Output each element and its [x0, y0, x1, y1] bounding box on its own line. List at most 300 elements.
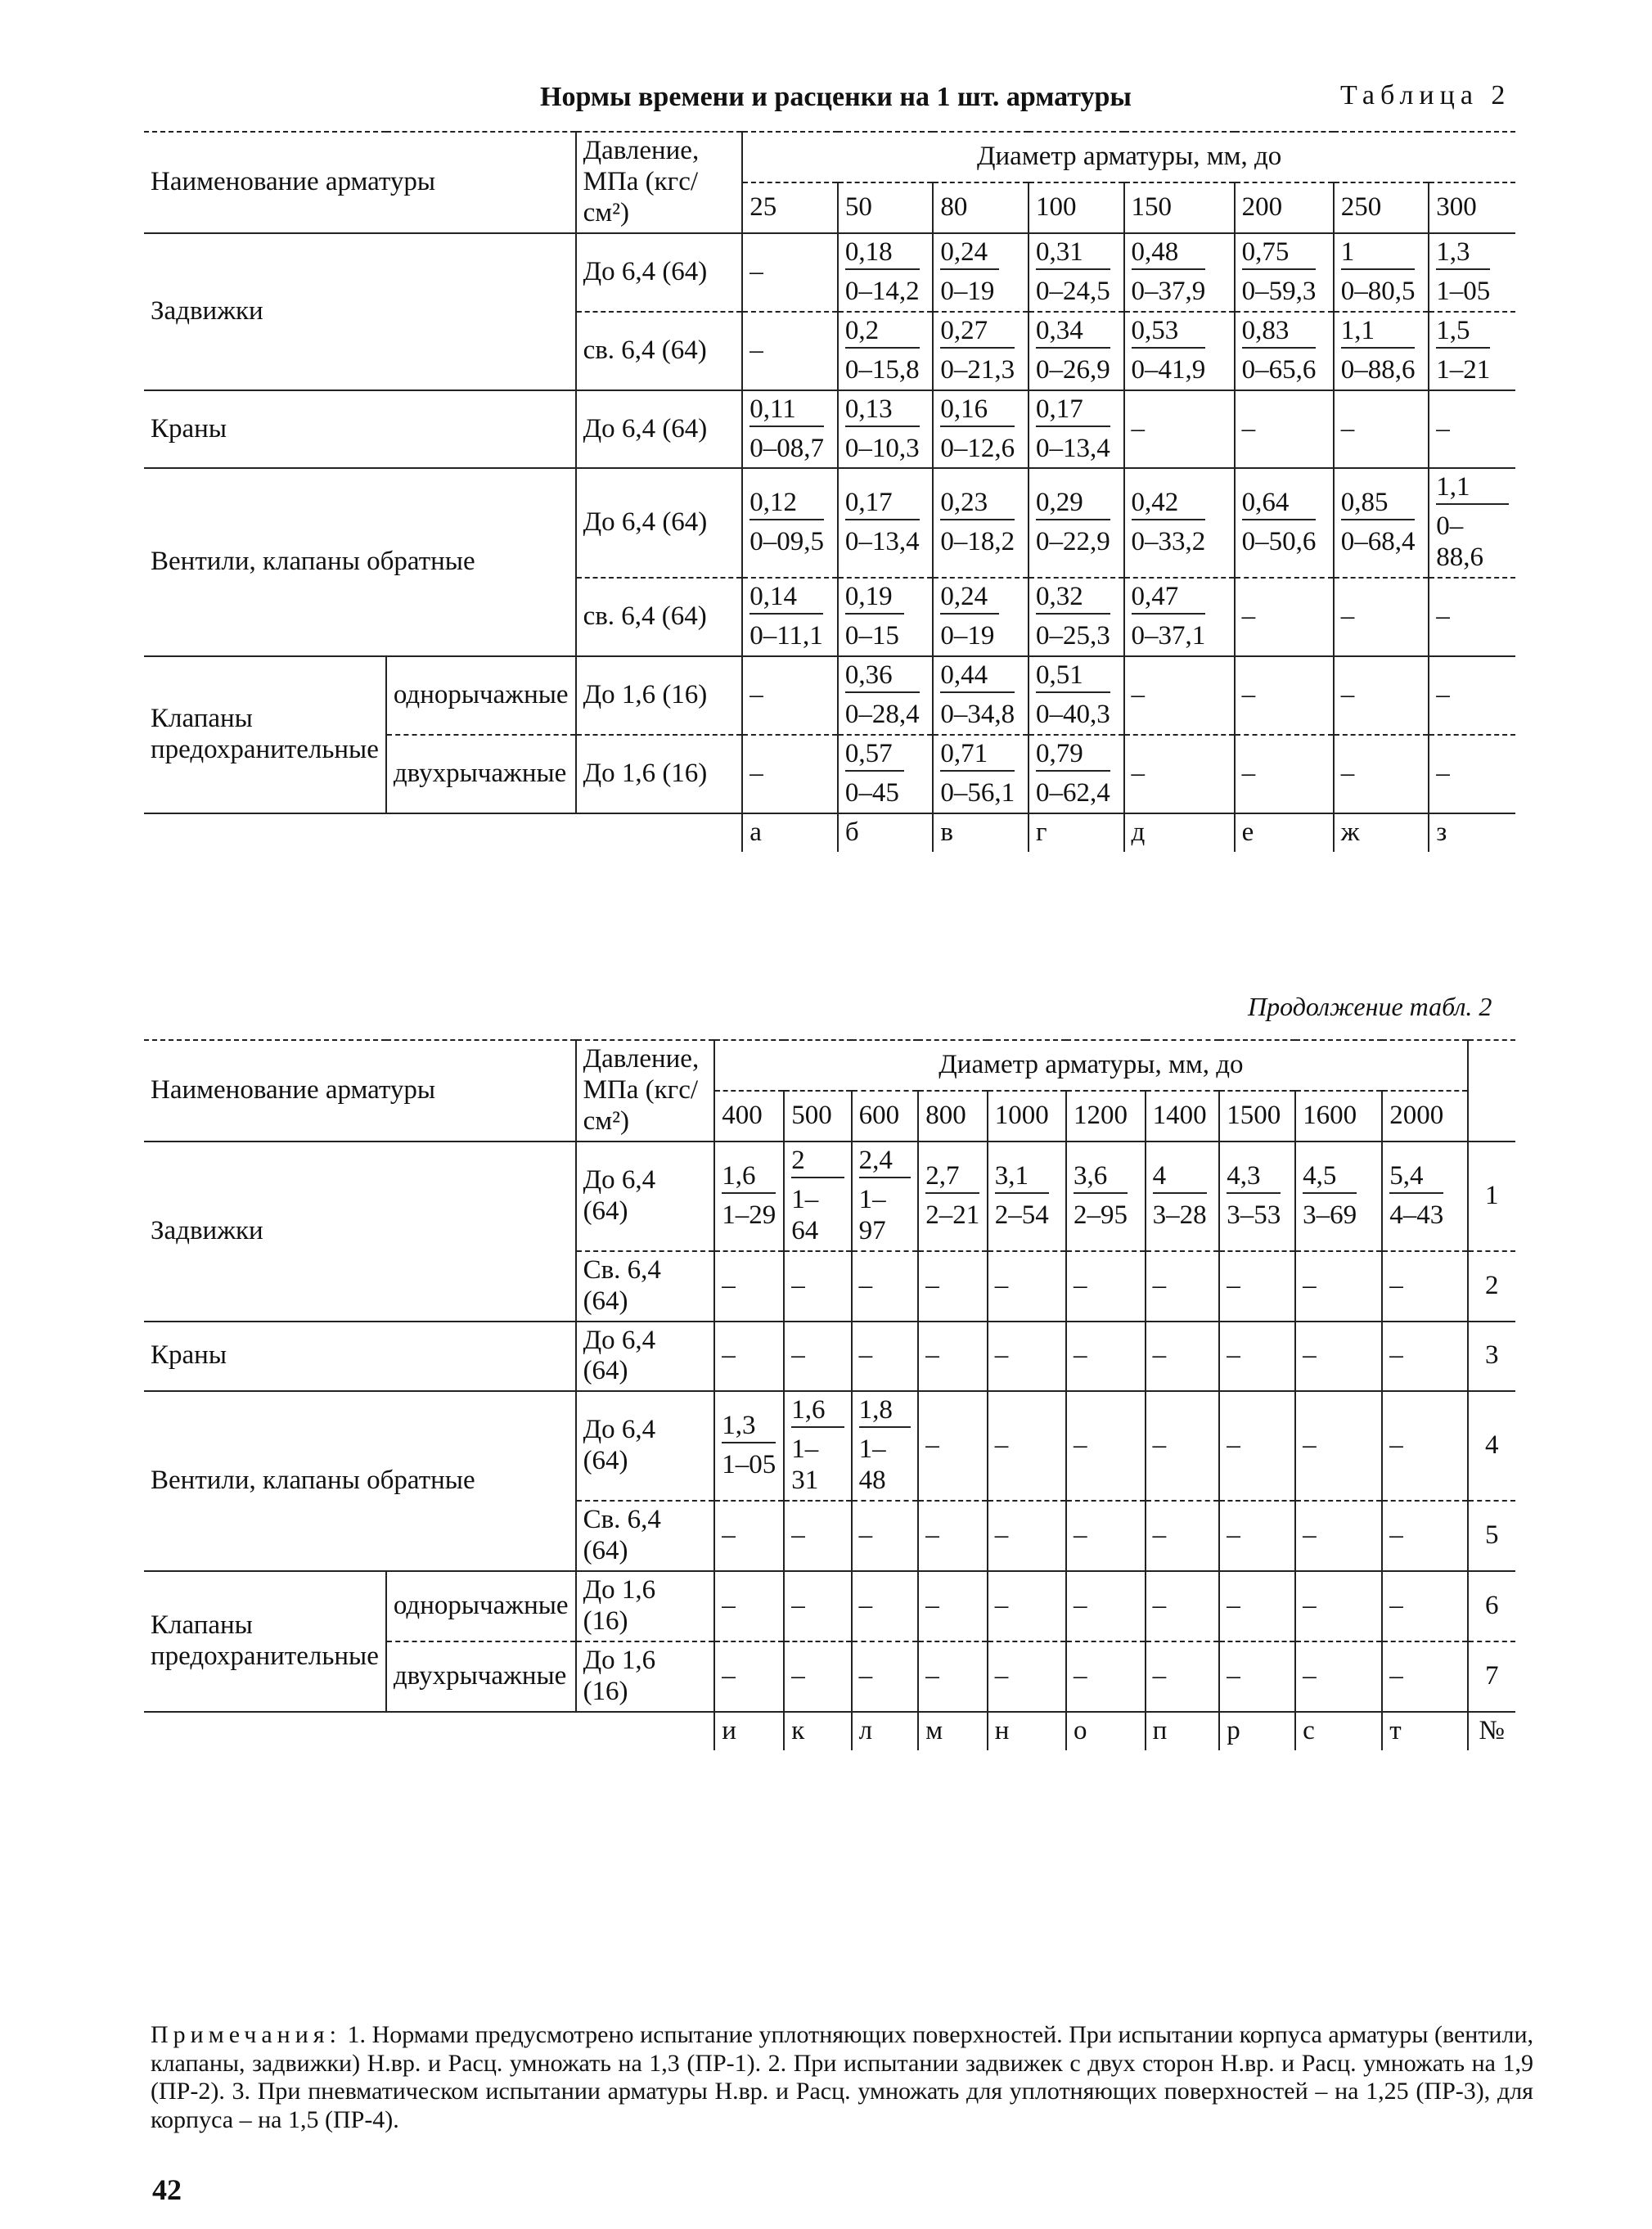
- diameter-600: 600: [852, 1091, 919, 1142]
- table-row: [144, 1391, 1515, 1501]
- diameter-2000: 2000: [1382, 1091, 1467, 1142]
- rate-value: 1–05: [722, 1450, 776, 1480]
- table-cell: [784, 1641, 851, 1712]
- dash-value: –: [1389, 1270, 1403, 1300]
- row-pressure: До 6,4 (64): [576, 233, 743, 312]
- norm-fraction: [749, 394, 824, 465]
- table-row: [144, 468, 1515, 578]
- diameter-150: 150: [1124, 182, 1235, 233]
- column-letter: б: [838, 813, 934, 852]
- dash-value: –: [1073, 1430, 1087, 1461]
- dash-value: –: [1389, 1340, 1403, 1371]
- dash-value: –: [1241, 758, 1256, 788]
- table-cell: [852, 1251, 919, 1322]
- time-norm: 4: [1153, 1161, 1207, 1194]
- table-cell: [933, 578, 1029, 656]
- rate-value: 0–24,5: [1035, 276, 1110, 306]
- table-cell: [1029, 656, 1124, 735]
- time-norm: 1,6: [722, 1161, 776, 1194]
- table-cell: [784, 1322, 851, 1392]
- column-letter: ж: [1334, 813, 1429, 852]
- header-diameter: Диаметр арматуры, мм, до: [714, 1040, 1467, 1091]
- row-number: 3: [1468, 1322, 1515, 1392]
- notes-lead: Примечания:: [151, 2021, 341, 2048]
- table-cell: [852, 1322, 919, 1392]
- diameter-1500: 1500: [1219, 1091, 1295, 1142]
- time-norm: 4,5: [1303, 1161, 1357, 1194]
- time-norm: 0,19: [845, 582, 904, 615]
- row-pressure: Св. 6,4 (64): [576, 1251, 715, 1322]
- time-norm: 4,3: [1227, 1161, 1281, 1194]
- time-norm: 0,13: [845, 394, 920, 427]
- norm-fraction: [1436, 472, 1509, 574]
- time-norm: 2,7: [925, 1161, 979, 1194]
- table-cell: [933, 656, 1029, 735]
- diameter-500: 500: [784, 1091, 851, 1142]
- norm-fraction: [845, 739, 904, 809]
- time-norm: 0,44: [940, 660, 1015, 693]
- norm-fraction: [1036, 488, 1110, 558]
- table-cell: [852, 1571, 919, 1641]
- table-cell: [1066, 1322, 1146, 1392]
- norms-table-2: [144, 1039, 1515, 1750]
- dash-value: –: [858, 1520, 873, 1551]
- time-norm: 0,24: [940, 582, 999, 615]
- rate-value: 0–21,3: [940, 354, 1015, 385]
- column-letters: [144, 1712, 1515, 1750]
- time-norm: 0,42: [1132, 488, 1206, 520]
- table-cell: [1334, 656, 1429, 735]
- norm-fraction: [845, 237, 920, 308]
- dash-value: –: [1303, 1520, 1317, 1551]
- column-letter: т: [1382, 1712, 1467, 1750]
- dash-value: –: [1340, 758, 1355, 788]
- dash-value: –: [1303, 1660, 1317, 1691]
- row-group-name: Вентили, клапаны обратные: [144, 1391, 576, 1571]
- rate-value: 0–37,1: [1131, 621, 1206, 651]
- table-cell: [1334, 233, 1429, 312]
- table-cell: [1029, 233, 1124, 312]
- time-norm: 3,6: [1074, 1161, 1128, 1194]
- column-letter: в: [933, 813, 1029, 852]
- row-group-name: Клапаны предохранительные: [144, 656, 386, 813]
- table-cell: [1066, 1641, 1146, 1712]
- time-norm: 0,18: [845, 237, 920, 270]
- time-norm: 0,14: [749, 582, 823, 615]
- diameter-800: 800: [918, 1091, 988, 1142]
- table-cell: [988, 1571, 1066, 1641]
- diameter-300: 300: [1429, 182, 1515, 233]
- diameter-80: 80: [933, 182, 1029, 233]
- norm-fraction: [1132, 316, 1206, 386]
- rate-value: 0–26,9: [1035, 354, 1110, 385]
- time-norm: 2,4: [859, 1146, 912, 1178]
- table-cell: [933, 312, 1029, 390]
- table-cell: [838, 656, 934, 735]
- time-norm: 1,3: [722, 1411, 776, 1443]
- norm-fraction: [1074, 1161, 1128, 1232]
- time-norm: 0,17: [845, 488, 920, 520]
- dash-value: –: [858, 1340, 873, 1371]
- dash-value: –: [722, 1591, 736, 1621]
- time-norm: 1: [1341, 237, 1416, 270]
- table-cell: [714, 1391, 784, 1501]
- dash-value: –: [925, 1270, 939, 1300]
- rate-value: 0–56,1: [940, 777, 1015, 808]
- table-cell: [714, 1251, 784, 1322]
- row-number: 2: [1468, 1251, 1515, 1322]
- table-cell: [742, 312, 838, 390]
- row-pressure: Св. 6,4 (64): [576, 1501, 715, 1571]
- table-cell: [1334, 578, 1429, 656]
- norm-fraction: [1436, 237, 1490, 308]
- table-cell: [838, 468, 934, 578]
- dash-value: –: [994, 1660, 1009, 1691]
- norm-fraction: [1036, 237, 1110, 308]
- norm-fraction: [749, 582, 823, 652]
- time-norm: 0,47: [1132, 582, 1206, 615]
- table-cell: [852, 1641, 919, 1712]
- dash-value: –: [1340, 413, 1355, 444]
- diameter-1200: 1200: [1066, 1091, 1146, 1142]
- table-cell: [1124, 468, 1235, 578]
- rate-value: 0–80,5: [1340, 276, 1416, 306]
- diameter-100: 100: [1029, 182, 1124, 233]
- rate-value: 1–21: [1436, 354, 1491, 385]
- table-cell: [1066, 1142, 1146, 1251]
- table-cell: [1334, 390, 1429, 469]
- time-norm: 0,17: [1036, 394, 1110, 427]
- diameter-1000: 1000: [988, 1091, 1066, 1142]
- table-cell: [1124, 312, 1235, 390]
- time-norm: 0,29: [1036, 488, 1110, 520]
- row-number: 5: [1468, 1501, 1515, 1571]
- table-cell: [1235, 656, 1334, 735]
- table-cell: [1382, 1142, 1467, 1251]
- column-letter: л: [852, 1712, 919, 1750]
- rate-value: 0–65,6: [1241, 354, 1317, 385]
- dash-value: –: [1131, 758, 1146, 788]
- dash-value: –: [791, 1270, 805, 1300]
- table-cell: [1124, 735, 1235, 813]
- dash-value: –: [1389, 1520, 1403, 1551]
- table-cell: [784, 1501, 851, 1571]
- norm-fraction: [845, 582, 904, 652]
- row-pressure: До 1,6 (16): [576, 1641, 715, 1712]
- dash-value: –: [1227, 1430, 1240, 1461]
- rate-value: 0–13,4: [1035, 433, 1110, 463]
- diameter-50: 50: [838, 182, 934, 233]
- row-subtype: двухрычажные: [386, 735, 576, 813]
- dash-value: –: [1152, 1591, 1167, 1621]
- dash-value: –: [1227, 1520, 1240, 1551]
- dash-value: –: [1152, 1340, 1167, 1371]
- norm-fraction: [940, 582, 999, 652]
- row-pressure: До 6,4 (64): [576, 390, 743, 469]
- table-cell: [742, 390, 838, 469]
- table-cell: [1146, 1251, 1220, 1322]
- dash-value: –: [1073, 1660, 1087, 1691]
- table-row: [144, 656, 1515, 735]
- dash-value: –: [858, 1270, 873, 1300]
- dash-value: –: [722, 1520, 736, 1551]
- norm-fraction: [925, 1161, 979, 1232]
- table-cell: [1219, 1322, 1295, 1392]
- norm-fraction: [845, 316, 920, 386]
- table-cell: [784, 1251, 851, 1322]
- rate-value: 0–10,3: [844, 433, 920, 463]
- time-norm: 1,6: [791, 1395, 844, 1428]
- table-cell: [1124, 578, 1235, 656]
- table-cell: [1066, 1391, 1146, 1501]
- rate-value: 0–15,8: [844, 354, 920, 385]
- rate-value: 0–11,1: [749, 621, 823, 651]
- dash-value: –: [1436, 413, 1450, 444]
- rate-value: 3–53: [1227, 1200, 1281, 1230]
- table-cell: [1382, 1641, 1467, 1712]
- dash-value: –: [791, 1660, 805, 1691]
- table-cell: [714, 1322, 784, 1392]
- dash-value: –: [1303, 1591, 1317, 1621]
- table-cell: [852, 1501, 919, 1571]
- dash-value: –: [925, 1340, 939, 1371]
- column-letter: р: [1219, 1712, 1295, 1750]
- time-norm: 0,53: [1132, 316, 1206, 349]
- table-cell: [1429, 735, 1515, 813]
- row-subtype: однорычажные: [386, 1571, 576, 1641]
- dash-value: –: [1227, 1340, 1240, 1371]
- table-cell: [1124, 656, 1235, 735]
- rate-value: 0–88,6: [1436, 511, 1484, 573]
- rate-value: 0–59,3: [1241, 276, 1317, 306]
- table-cell: [988, 1641, 1066, 1712]
- diameter-250: 250: [1334, 182, 1429, 233]
- rate-value: 0–19: [940, 621, 995, 651]
- diameter-1600: 1600: [1295, 1091, 1382, 1142]
- dash-value: –: [994, 1430, 1009, 1461]
- time-norm: 0,36: [845, 660, 920, 693]
- time-norm: 1,8: [859, 1395, 912, 1428]
- table-cell: [742, 233, 838, 312]
- row-group-name: Клапаны предохранительные: [144, 1571, 386, 1712]
- rate-value: 1–97: [858, 1184, 886, 1245]
- rate-value: 0–50,6: [1241, 527, 1317, 557]
- dash-value: –: [722, 1270, 736, 1300]
- dash-value: –: [1131, 680, 1146, 710]
- dash-value: –: [1389, 1430, 1403, 1461]
- row-group-name: Задвижки: [144, 233, 576, 390]
- table-cell: [1382, 1571, 1467, 1641]
- norm-fraction: [1036, 394, 1110, 465]
- header-num-blank: [1468, 1040, 1515, 1142]
- rate-value: 0–68,4: [1340, 527, 1416, 557]
- time-norm: 0,48: [1132, 237, 1206, 270]
- column-letter: к: [784, 1712, 851, 1750]
- table-row: [144, 233, 1515, 312]
- table-cell: [1295, 1251, 1382, 1322]
- table-cell: [1235, 468, 1334, 578]
- table-cell: [918, 1501, 988, 1571]
- column-letter: п: [1146, 1712, 1220, 1750]
- time-norm: 0,79: [1036, 739, 1110, 772]
- rate-value: 0–09,5: [749, 527, 825, 557]
- row-number: 7: [1468, 1641, 1515, 1712]
- table-cell: [988, 1142, 1066, 1251]
- dash-value: –: [994, 1520, 1009, 1551]
- time-norm: 0,75: [1242, 237, 1317, 270]
- time-norm: 0,16: [940, 394, 1015, 427]
- row-group-name: Задвижки: [144, 1142, 576, 1322]
- continuation-label: Продолжение табл. 2: [1248, 992, 1492, 1021]
- column-letter: м: [918, 1712, 988, 1750]
- column-letter: д: [1124, 813, 1235, 852]
- dash-value: –: [1436, 601, 1450, 632]
- table-cell: [1029, 390, 1124, 469]
- table-cell: [933, 233, 1029, 312]
- table-cell: [1295, 1142, 1382, 1251]
- table-cell: [1429, 656, 1515, 735]
- column-letter: е: [1235, 813, 1334, 852]
- dash-value: –: [749, 335, 763, 365]
- norm-fraction: [791, 1395, 844, 1497]
- table-cell: [1146, 1571, 1220, 1641]
- column-letter: о: [1066, 1712, 1146, 1750]
- table-cell: [1334, 312, 1429, 390]
- header-pressure: Давление, МПа (кгс/см²): [576, 132, 743, 233]
- row-pressure: До 6,4 (64): [576, 1142, 715, 1251]
- rate-value: 0–19: [940, 276, 995, 306]
- norm-fraction: [1341, 237, 1416, 308]
- table-cell: [933, 468, 1029, 578]
- dash-value: –: [1436, 680, 1450, 710]
- rate-value: 2–54: [994, 1200, 1049, 1230]
- table-cell: [1235, 578, 1334, 656]
- time-norm: 0,32: [1036, 582, 1110, 615]
- rate-value: 1–31: [791, 1434, 819, 1496]
- table-cell: [1429, 312, 1515, 390]
- row-pressure: До 1,6 (16): [576, 656, 743, 735]
- num-label: №: [1468, 1712, 1515, 1750]
- table-row: [144, 1142, 1515, 1251]
- dash-value: –: [925, 1520, 939, 1551]
- table-cell: [742, 656, 838, 735]
- column-letter: а: [742, 813, 838, 852]
- dash-value: –: [791, 1520, 805, 1551]
- dash-value: –: [749, 758, 763, 788]
- table-cell: [1029, 468, 1124, 578]
- rate-value: 1–05: [1436, 276, 1491, 306]
- rate-value: 0–33,2: [1131, 527, 1206, 557]
- column-letter: з: [1429, 813, 1515, 852]
- dash-value: –: [722, 1660, 736, 1691]
- dash-value: –: [1073, 1591, 1087, 1621]
- table-cell: [918, 1391, 988, 1501]
- table-cell: [1219, 1641, 1295, 1712]
- page-number: 42: [152, 2173, 182, 2206]
- table-cell: [1295, 1641, 1382, 1712]
- table-cell: [988, 1391, 1066, 1501]
- rate-value: 0–12,6: [940, 433, 1015, 463]
- time-norm: 0,34: [1036, 316, 1110, 349]
- norm-fraction: [1242, 316, 1317, 386]
- table-cell: [933, 735, 1029, 813]
- norms-table-1: [144, 131, 1515, 852]
- table-row: [144, 1571, 1515, 1641]
- table-cell: [1235, 735, 1334, 813]
- table-cell: [1382, 1391, 1467, 1501]
- table-cell: [742, 468, 838, 578]
- notes: [151, 2021, 1533, 2134]
- row-group-name: Краны: [144, 390, 576, 469]
- table-cell: [838, 312, 934, 390]
- rate-value: 4–43: [1389, 1200, 1444, 1230]
- norm-fraction: [1341, 316, 1416, 386]
- row-pressure: До 6,4 (64): [576, 468, 743, 578]
- rate-value: 3–69: [1303, 1200, 1357, 1230]
- norm-fraction: [859, 1146, 912, 1247]
- rate-value: 3–28: [1152, 1200, 1207, 1230]
- table-cell: [1334, 735, 1429, 813]
- diameter-400: 400: [714, 1091, 784, 1142]
- dash-value: –: [994, 1591, 1009, 1621]
- norm-fraction: [940, 739, 1015, 809]
- norm-fraction: [1132, 237, 1206, 308]
- norm-fraction: [1227, 1161, 1281, 1232]
- dash-value: –: [749, 680, 763, 710]
- norm-fraction: [1242, 488, 1317, 558]
- row-pressure: До 1,6 (16): [576, 735, 743, 813]
- dash-value: –: [1152, 1430, 1167, 1461]
- time-norm: 1,5: [1436, 316, 1490, 349]
- row-pressure: св. 6,4 (64): [576, 312, 743, 390]
- row-number: 6: [1468, 1571, 1515, 1641]
- table-cell: [1295, 1501, 1382, 1571]
- table-cell: [1146, 1391, 1220, 1501]
- table-cell: [742, 578, 838, 656]
- norm-fraction: [859, 1395, 912, 1497]
- norm-fraction: [1303, 1161, 1357, 1232]
- table-cell: [933, 390, 1029, 469]
- table-cell: [1429, 390, 1515, 469]
- rate-value: 0–34,8: [940, 700, 1015, 730]
- norm-fraction: [722, 1411, 776, 1481]
- norm-fraction: [995, 1161, 1049, 1232]
- table-cell: [838, 390, 934, 469]
- dash-value: –: [1340, 601, 1355, 632]
- table-cell: [1235, 312, 1334, 390]
- rate-value: 0–28,4: [844, 700, 920, 730]
- dash-value: –: [994, 1340, 1009, 1371]
- norm-fraction: [791, 1146, 844, 1247]
- table-cell: [1429, 578, 1515, 656]
- dash-value: –: [1241, 413, 1256, 444]
- dash-value: –: [1340, 680, 1355, 710]
- time-norm: 0,24: [940, 237, 999, 270]
- table-cell: [1146, 1322, 1220, 1392]
- table-cell: [1146, 1501, 1220, 1571]
- letters-blank: [144, 813, 742, 852]
- table-cell: [742, 735, 838, 813]
- row-pressure: До 6,4 (64): [576, 1391, 715, 1501]
- table-cell: [714, 1571, 784, 1641]
- time-norm: 0,57: [845, 739, 904, 772]
- table-cell: [838, 578, 934, 656]
- table-cell: [918, 1322, 988, 1392]
- table-cell: [1066, 1571, 1146, 1641]
- dash-value: –: [1152, 1660, 1167, 1691]
- time-norm: 1,1: [1341, 316, 1416, 349]
- table-cell: [1029, 578, 1124, 656]
